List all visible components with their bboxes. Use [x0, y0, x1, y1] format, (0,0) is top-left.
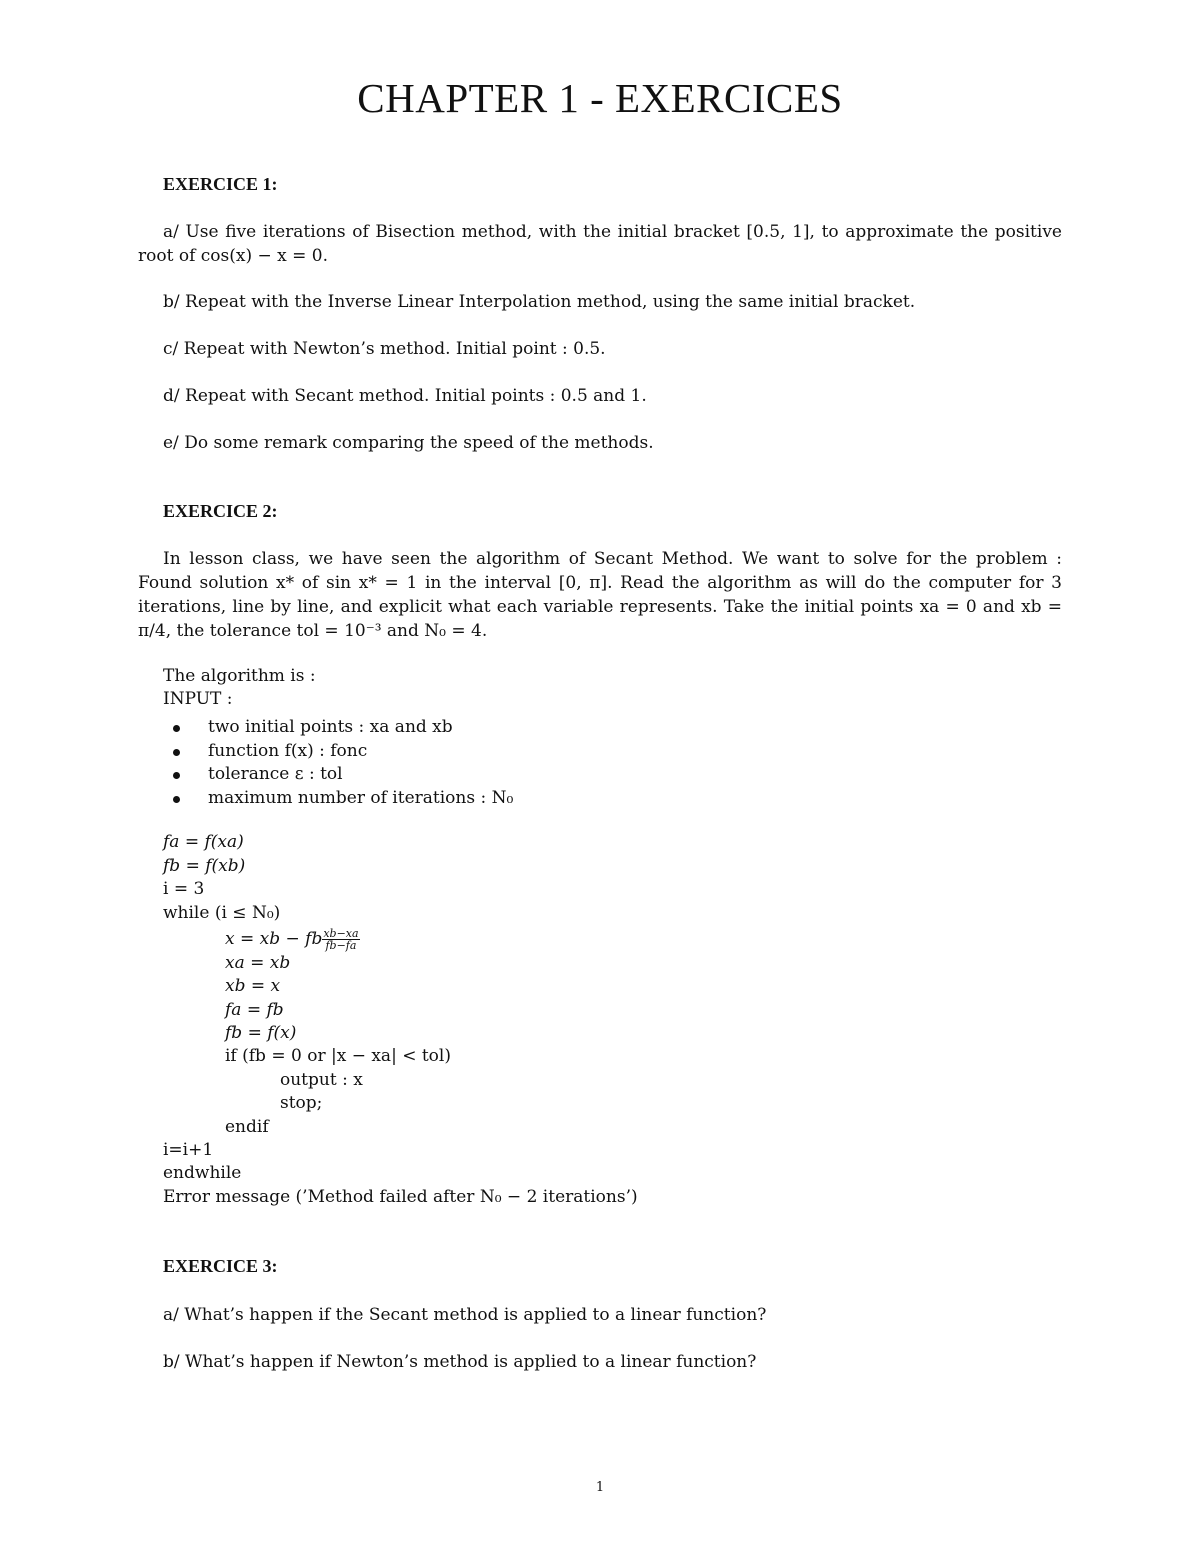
input-label: INPUT :: [163, 689, 233, 709]
algo-line: stop;: [280, 1093, 323, 1113]
bullet-icon: [173, 725, 180, 732]
list-item: maximum number of iterations : N₀: [163, 787, 513, 811]
exercise-1-part-d: d/ Repeat with Secant method. Initial points : 0.5 and 1.: [163, 386, 647, 406]
bullet-icon: [173, 796, 180, 803]
algo-line: endwhile: [163, 1163, 242, 1183]
exercise-1-part-e: e/ Do some remark comparing the speed of the methods.: [163, 433, 654, 453]
exercise-1-part-b: b/ Repeat with the Inverse Linear Interpolation method, using the same initial bracket.: [163, 292, 916, 312]
page-number: 1: [595, 1480, 605, 1495]
algo-line: output : x: [280, 1070, 363, 1090]
exercise-2-intro: In lesson class, we have seen the algorithm of Secant Method. We want to solve for the problem : Found solution x* of sin x* = 1 in the interval [0, π]. Read the algorithm as will do the computer for 3 iterations, line by line, and explicit what each variable represents. Take the initial points xa = 0 and xb = π/4, the tolerance tol = 10⁻³ and N₀ = 4.: [138, 549, 1062, 641]
bullet-icon: [173, 772, 180, 779]
algo-line: endif: [225, 1117, 269, 1137]
bullet-icon: [173, 749, 180, 756]
exercise-3-part-b: b/ What’s happen if Newton’s method is applied to a linear function?: [163, 1352, 757, 1372]
exercise-1-heading: EXERCICE 1:: [163, 174, 278, 194]
algo-line: if (fb = 0 or |x − xa| < tol): [225, 1046, 451, 1066]
exercise-2-heading: EXERCICE 2:: [163, 501, 278, 521]
algo-line: while (i ≤ N₀): [163, 903, 281, 923]
exercise-3-heading: EXERCICE 3:: [163, 1256, 278, 1276]
fraction: $\frac{xb-xa}{fb-fa}$: [323, 927, 359, 952]
list-item: two initial points : xa and xb: [163, 716, 513, 740]
algo-line: fb = f(xb): [163, 856, 246, 876]
exercise-1-part-c: c/ Repeat with Newton’s method. Initial point : 0.5.: [163, 339, 606, 359]
algo-line-update-x: x = xb − fb $\frac{xb-xa}{fb-fa}$: [225, 927, 359, 952]
algo-line: i=i+1: [163, 1140, 214, 1160]
algo-line: i = 3: [163, 879, 205, 899]
list-item: function f(x) : fonc: [163, 740, 513, 764]
list-item: tolerance ε : tol: [163, 763, 513, 787]
algo-line: xb = x: [225, 976, 281, 996]
exercise-3-part-a: a/ What’s happen if the Secant method is applied to a linear function?: [163, 1305, 767, 1325]
algo-line: fb = f(x): [225, 1023, 297, 1043]
algo-line: xa = xb: [225, 953, 291, 973]
input-list: [163, 716, 513, 810]
exercise-1-part-a: a/ Use five iterations of Bisection method, with the initial bracket [0.5, 1], to approximate the positive root of cos(x) − x = 0.: [138, 222, 1062, 266]
algo-line: Error message (’Method failed after N₀ − 2 iterations’): [163, 1187, 638, 1207]
algorithm-label: The algorithm is :: [163, 666, 316, 686]
page-title: CHAPTER 1 - EXERCICES: [357, 75, 843, 121]
algo-line: fa = f(xa): [163, 832, 244, 852]
algo-line: fa = fb: [225, 1000, 284, 1020]
